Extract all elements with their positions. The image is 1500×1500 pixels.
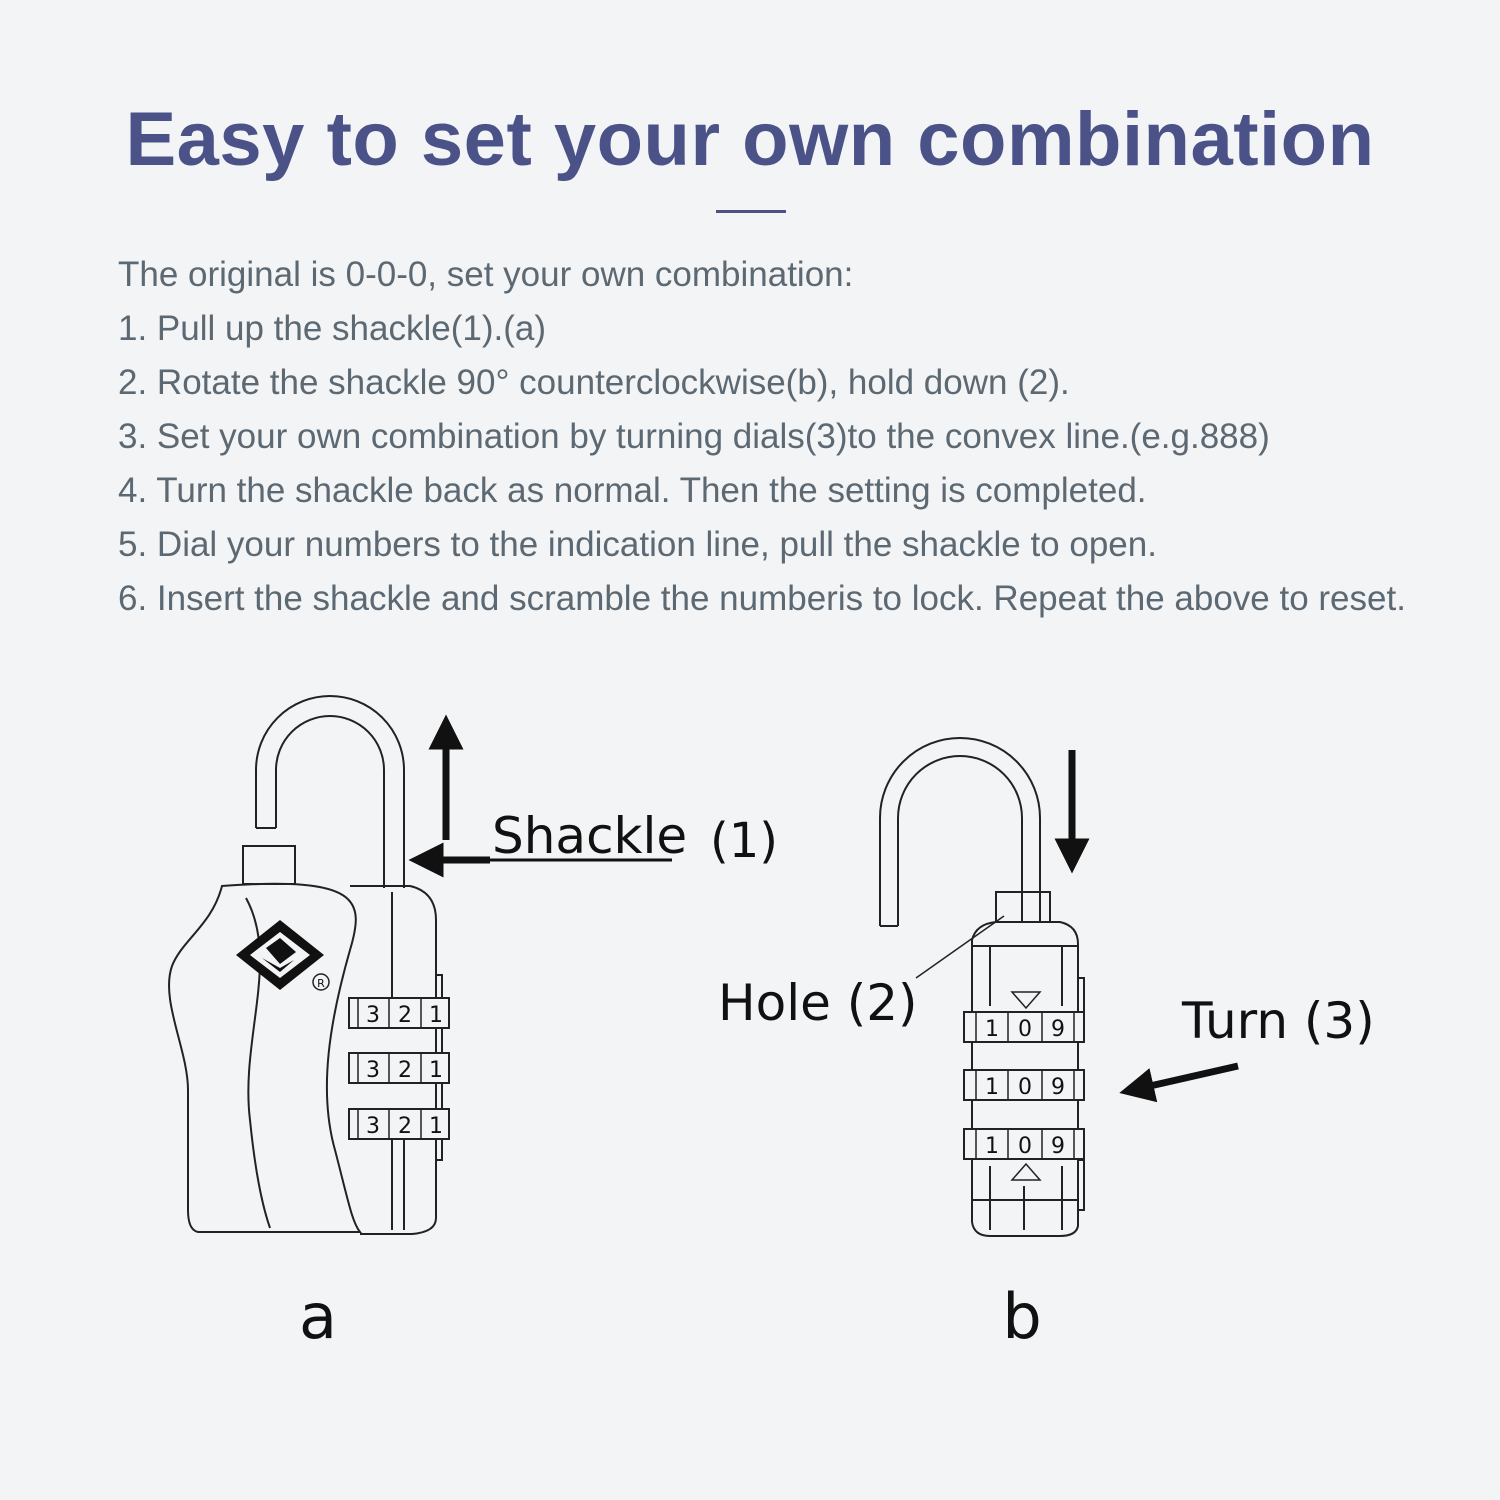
svg-text:0: 0 [1018,1017,1032,1042]
shackle-label: Shackle [492,807,688,865]
instruction-step-3: 3. Set your own combination by turning dials(3)to the convex line.(e.g.888) [118,417,1270,456]
instruction-step-4: 4. Turn the shackle back as normal. Then the setting is completed. [118,471,1147,510]
svg-text:3: 3 [366,1058,380,1083]
svg-text:0: 0 [1018,1134,1032,1159]
svg-text:9: 9 [1051,1075,1065,1100]
dial-row-a-3 [349,1109,449,1139]
svg-text:1: 1 [985,1017,999,1042]
instruction-step-1: 1. Pull up the shackle(1).(a) [118,309,546,348]
arrow-turn-icon [1150,1066,1238,1086]
caption-b: b [1002,1280,1042,1353]
instruction-step-5: 5. Dial your numbers to the indication line, pull the shackle to open. [118,525,1157,564]
svg-text:9: 9 [1051,1017,1065,1042]
svg-text:1: 1 [985,1075,999,1100]
shackle-number: (1) [710,813,778,869]
title-underline [716,210,786,213]
shackle-a [256,696,404,888]
dial-row-a-2 [349,1053,449,1083]
dial-row-b-1 [964,1012,1084,1042]
page-title: Easy to set your own combination [125,97,1375,182]
svg-text:3: 3 [366,1003,380,1028]
svg-text:1: 1 [429,1114,443,1139]
dial-row-a-1 [349,998,449,1028]
hole-label: Hole (2) [718,974,918,1032]
instruction-intro: The original is 0-0-0, set your own combination: [118,255,854,294]
svg-text:1: 1 [429,1003,443,1028]
dial-row-b-3 [964,1129,1084,1159]
instruction-step-2: 2. Rotate the shackle 90° counterclockwise(b), hold down (2). [118,363,1070,402]
svg-text:1: 1 [985,1134,999,1159]
instruction-list [118,248,1478,626]
dial-row-b-2 [964,1070,1084,1100]
indicator-top-icon [1012,992,1040,1008]
turn-label: Turn (3) [1182,992,1375,1050]
shackle-b [880,738,1040,926]
svg-text:2: 2 [398,1058,412,1083]
svg-text:0: 0 [1018,1075,1032,1100]
svg-text:3: 3 [366,1114,380,1139]
svg-text:2: 2 [398,1114,412,1139]
svg-text:1: 1 [429,1058,443,1083]
lock-diagram [0,660,1500,1360]
svg-text:9: 9 [1051,1134,1065,1159]
instruction-step-6: 6. Insert the shackle and scramble the numberis to lock. Repeat the above to reset. [118,579,1406,618]
indicator-bottom-icon [1012,1164,1040,1180]
caption-a: a [299,1280,337,1353]
svg-text:2: 2 [398,1003,412,1028]
svg-text:R: R [317,977,325,990]
tsa-logo-icon [236,920,324,990]
